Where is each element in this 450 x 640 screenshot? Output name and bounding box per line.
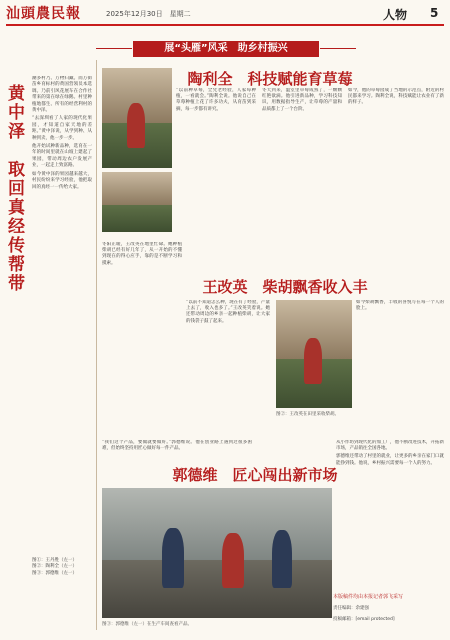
byline-note: 本版稿件均由本报记者郭飞采写 <box>333 594 404 600</box>
sidebar-title: 黄中泽 取回真经传帮带 <box>4 84 24 293</box>
sidebar-footnotes <box>32 558 92 577</box>
article-paragraph: “以前种草莓，全凭老经验，人家每种植，一看就会。”陶利全说。他说自己在草莓种植上花了许多功夫，从育苗到采摘，每一步都有讲究。 <box>176 88 256 112</box>
article-paragraph: 冬天到来，温室里草莓成熟了，一颗颗红艳欲滴。他引进新品种，学习科技知识，用数据指导生产，让草莓的产量和品质都上了一个台阶。 <box>262 88 342 112</box>
submission-email: 投稿邮箱：[email protected] <box>333 617 395 622</box>
section-title: 人物 <box>383 8 408 22</box>
article-wang-col3 <box>356 300 444 430</box>
article-paragraph: 从小作坊到现代化的加工厂，他不断改进技术，开拓新市场，产品销往全国各地。 <box>336 440 444 452</box>
masthead <box>0 0 450 24</box>
article-title-wang-gaiying: 王改英 柴胡飘香收入丰 <box>202 278 368 296</box>
article-paragraph: “以前不知道怎么种，现在有了经验，产量上去了，收入也多了。”王改英笑着说。她还带动周边的乡亲一起种植柴胡，让大家的钱袋子鼓了起来。 <box>186 300 270 324</box>
article-guo-col2 <box>336 440 444 588</box>
photo-caption: 图②：王改英在田里采收柴胡。 <box>276 412 339 417</box>
sidebar-paragraph: 潮多村乃、万物归藏。而万街苗乡育标村的黄国营领员本选调。乃前引风花展车在合作社带来的第在绿在绿鹅。村里种植地都生、所有的经营利村的黄中泽。 <box>32 76 92 114</box>
newspaper-name: 汕頭農民報 <box>6 6 81 22</box>
photo-caption: 图③：郭德维（左一）在生产车间查看产品。 <box>102 622 192 627</box>
photo-strawberry-field <box>102 172 172 232</box>
article-paragraph: “我们这个产品，要做就要做好。”郭德维说。他在创业路上遇到过很多困难，但始终坚持用匠心做好每一件产品。 <box>102 440 252 452</box>
photo-wang-gaiying <box>276 300 352 408</box>
column-divider <box>96 60 97 630</box>
sidebar-body <box>32 76 92 586</box>
article-wang-col2 <box>186 300 270 440</box>
footnote: 图①：王丹胜（左一） <box>32 558 77 563</box>
article-tao-col3 <box>348 88 444 228</box>
footnote: 图②：陶利全（左一） <box>32 564 77 570</box>
article-paragraph: 如今柴胡飘香，丰收的喜悦写在每一个人的脸上。 <box>356 300 444 312</box>
sidebar-paragraph: “去深圳看了人家的现代化果园，才知道自家天地的差距。”黄中泽说，从学到种、从种到卖，他一步一步。 <box>32 116 92 141</box>
photo-tao-liquan <box>102 68 172 168</box>
page-number: 5 <box>430 6 439 20</box>
article-paragraph: 郭德维还带动了村里的就业，让更多的乡亲在家门口就能挣到钱。他说，乡村振兴需要每一个人的努力。 <box>336 454 444 466</box>
sidebar-paragraph: 他开始试种新品种，选育在一年的时间里就在山坡上建起了果园，带动周边农户发展产业，一起走上致富路。 <box>32 144 92 169</box>
article-guo-lead <box>102 440 252 470</box>
header-rule <box>6 24 444 26</box>
article-paragraph: 冬阳正暖，王改英在地里忙碌。她种植柴胡已经有好几年了，从一开始的不懂到现在的得心应手，靠的是不断学习和摸索。 <box>102 242 182 266</box>
editor-credit: 责任编辑：余建强 <box>333 606 369 611</box>
article-title-tao-liquan: 陶利全 科技赋能育草莓 <box>187 70 353 88</box>
page-banner: 展“头雁”风采 助乡村振兴 <box>133 41 319 57</box>
article-tao-col2 <box>262 88 342 228</box>
banner-rule-right <box>320 48 356 49</box>
article-title-guo-dewei: 郭德维 匠心闯出新市场 <box>172 466 338 484</box>
article-paragraph: 如今，他的草莓园成了当地的示范点，附近的村民都来学习。陶利全说，科技赋能让农业有了新的样子。 <box>348 88 444 106</box>
sidebar-paragraph: 如今黄中泽的果园越来越大，村民纷纷来学习经验，他把取回的真经一一传给大家。 <box>32 171 92 190</box>
banner-rule-left <box>96 48 132 49</box>
article-wang-col1 <box>102 242 182 432</box>
article-tao-col1 <box>176 88 256 228</box>
issue-date: 2025年12月30日 星期二 <box>106 10 191 18</box>
footnote: 图③：郭德维（左一） <box>32 570 77 576</box>
photo-guo-dewei <box>102 488 332 618</box>
